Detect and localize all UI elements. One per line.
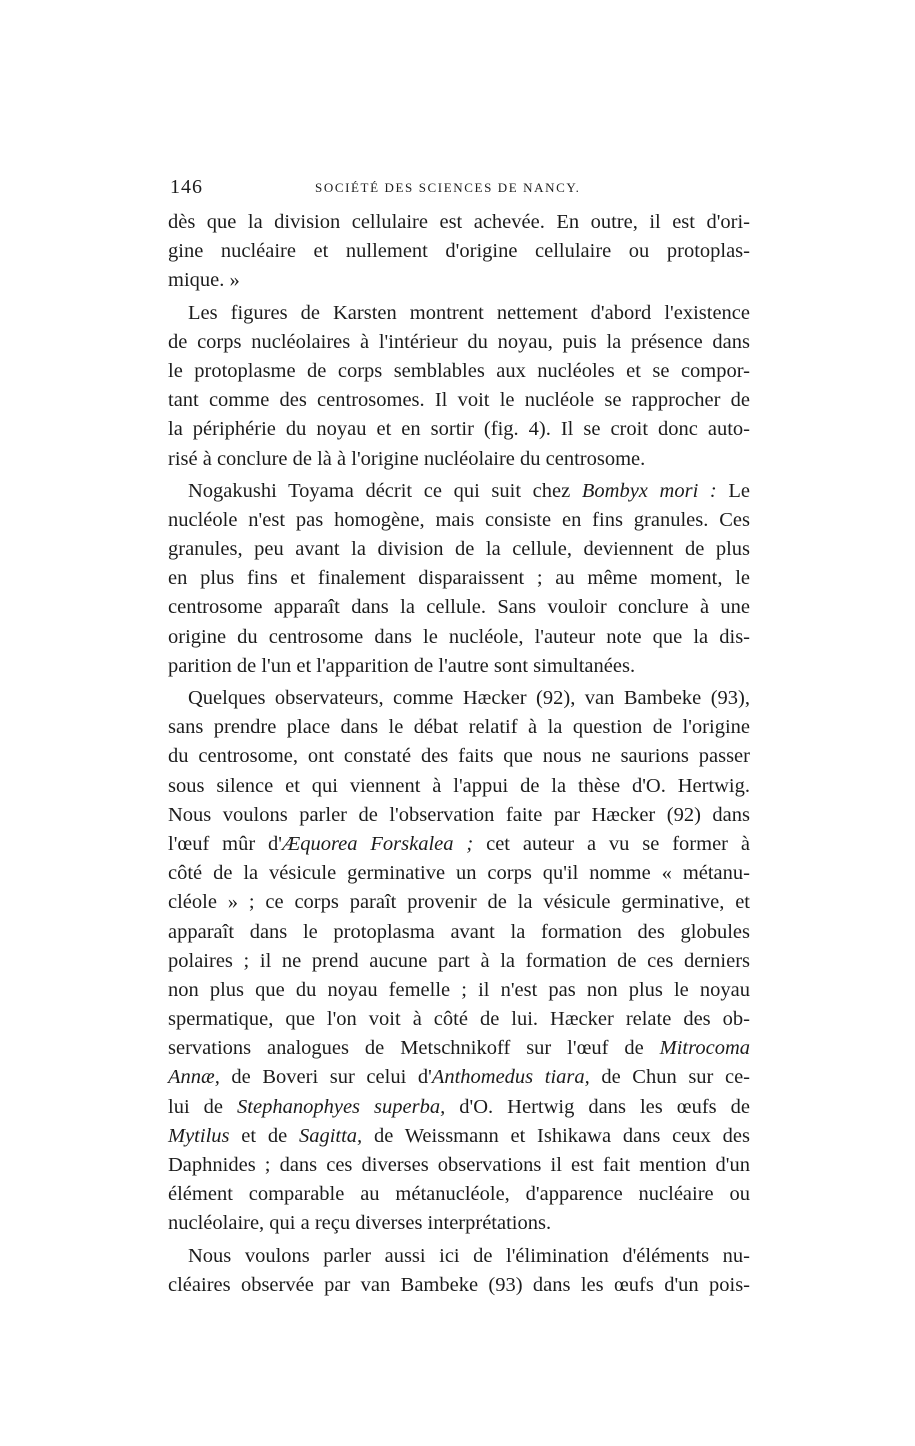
text-line: le protoplasme de corps semblables aux nucléoles et se compor- [168, 359, 750, 382]
text-run: l'œuf mûr d' [168, 832, 282, 855]
text-run: cet auteur a vu se former à [473, 832, 750, 855]
text-line: en plus fins et finalement disparaissent ; au même moment, le [168, 567, 750, 590]
text-line: cléaires observée par van Bambeke (93) dans les œufs d'un pois- [168, 1273, 750, 1296]
text-line: la périphérie du noyau et en sortir (fig. 4). Il se croit donc auto- [168, 418, 750, 441]
text-line [168, 1063, 750, 1092]
text-line: du centrosome, ont constaté des faits que nous ne saurions passer [168, 745, 750, 768]
text-line: cléole » ; ce corps paraît provenir de la vésicule germinative, et [168, 891, 750, 914]
paragraph [168, 477, 750, 681]
text-line: mique. » [168, 269, 240, 292]
text-line: granules, peu avant la division de la cellule, deviennent de plus [168, 538, 750, 561]
text-run: de Chun sur ce- [589, 1066, 751, 1089]
running-title: SOCIÉTÉ DES SCIENCES DE NANCY. [315, 180, 581, 195]
page-header [170, 176, 750, 200]
text-run: Nogakushi Toyama décrit ce qui suit chez [188, 479, 582, 502]
text-run: et de [229, 1124, 299, 1147]
text-line [168, 477, 750, 506]
text-line: non plus que du noyau femelle ; il n'est pas non plus le noyau [168, 978, 750, 1001]
text-line: nucléolaire, qui a reçu diverses interprétations. [168, 1212, 552, 1235]
text-line: Quelques observateurs, comme Hæcker (92), van Bambeke (93), [188, 687, 750, 709]
text-line: tant comme des centrosomes. Il voit le nucléole se rapprocher de [168, 389, 750, 412]
text-run: servations analogues de Metschnikoff sur l'œuf de [168, 1037, 660, 1060]
text-line: origine du centrosome dans le nucléole, l'auteur note que la dis- [168, 625, 750, 648]
text-line: Les figures de Karsten montrent nettement d'abord l'existence [188, 301, 750, 324]
text-run: de Boveri sur celui d' [219, 1066, 432, 1089]
text-line [168, 1122, 750, 1151]
text-line: spermatique, que l'on voit à côté de lui. Hæcker relate des ob- [168, 1008, 750, 1031]
text-line: nucléole n'est pas homogène, mais consiste en fins granules. Ces [168, 508, 750, 531]
text-line: de corps nucléolaires à l'intérieur du noyau, puis la présence dans [168, 330, 750, 353]
text-line: polaires ; il ne prend aucune part à la formation de ces derniers [168, 949, 750, 972]
paragraph [168, 299, 750, 474]
text-line [168, 1034, 750, 1063]
paragraph [168, 684, 750, 1239]
taxon-name: Stephanophyes superba, [237, 1095, 446, 1118]
text-line: sous silence et qui viennent à l'appui de la thèse d'O. Hertwig. [168, 774, 750, 797]
text-line: sans prendre place dans le débat relatif à la question de l'origine [168, 716, 750, 739]
text-line: dès que la division cellulaire est achevée. En outre, il est d'ori- [168, 211, 750, 233]
taxon-name: Sagitta, [298, 1124, 363, 1147]
taxon-name: Annæ, [168, 1066, 220, 1089]
text-line: Nous voulons parler aussi ici de l'élimination d'éléments nu- [188, 1244, 750, 1267]
text-run: d'O. Hertwig dans les œufs de [445, 1095, 750, 1118]
taxon-name: Anthomedus tiara, [431, 1066, 590, 1089]
text-line: Daphnides ; dans ces diverses observations il est fait mention d'un [168, 1154, 750, 1176]
body-text [168, 208, 750, 1300]
text-line: gine nucléaire et nullement d'origine cellulaire ou protoplas- [168, 240, 750, 263]
text-line: risé à conclure de là à l'origine nucléolaire du centrosome. [168, 447, 646, 470]
taxon-name: Mitrocoma [659, 1037, 750, 1060]
text-line: Nous voulons parler de l'observation faite par Hæcker (92) dans [168, 803, 750, 826]
text-line: élément comparable au métanucléole, d'apparence nucléaire ou [168, 1183, 750, 1206]
text-line: centrosome apparaît dans la cellule. Sans vouloir conclure à une [168, 596, 750, 619]
text-run: lui de [168, 1095, 238, 1118]
text-line [168, 830, 750, 859]
taxon-name: Æquorea Forskalea ; [281, 832, 474, 855]
paragraph [168, 208, 750, 296]
text-run: Le [716, 479, 750, 502]
text-line: parition de l'un et l'apparition de l'autre sont simultanées. [168, 654, 636, 677]
page-number: 146 [170, 176, 203, 198]
text-run: de Weissmann et Ishikawa dans ceux des [362, 1124, 750, 1147]
taxon-name: Bombyx mori : [581, 479, 717, 502]
text-line: côté de la vésicule germinative un corps qu'il nomme « métanu- [168, 862, 750, 885]
text-line: apparaît dans le protoplasma avant la formation des globules [168, 920, 750, 943]
paragraph [168, 1242, 750, 1300]
taxon-name: Mytilus [168, 1124, 230, 1147]
text-line [168, 1093, 750, 1122]
